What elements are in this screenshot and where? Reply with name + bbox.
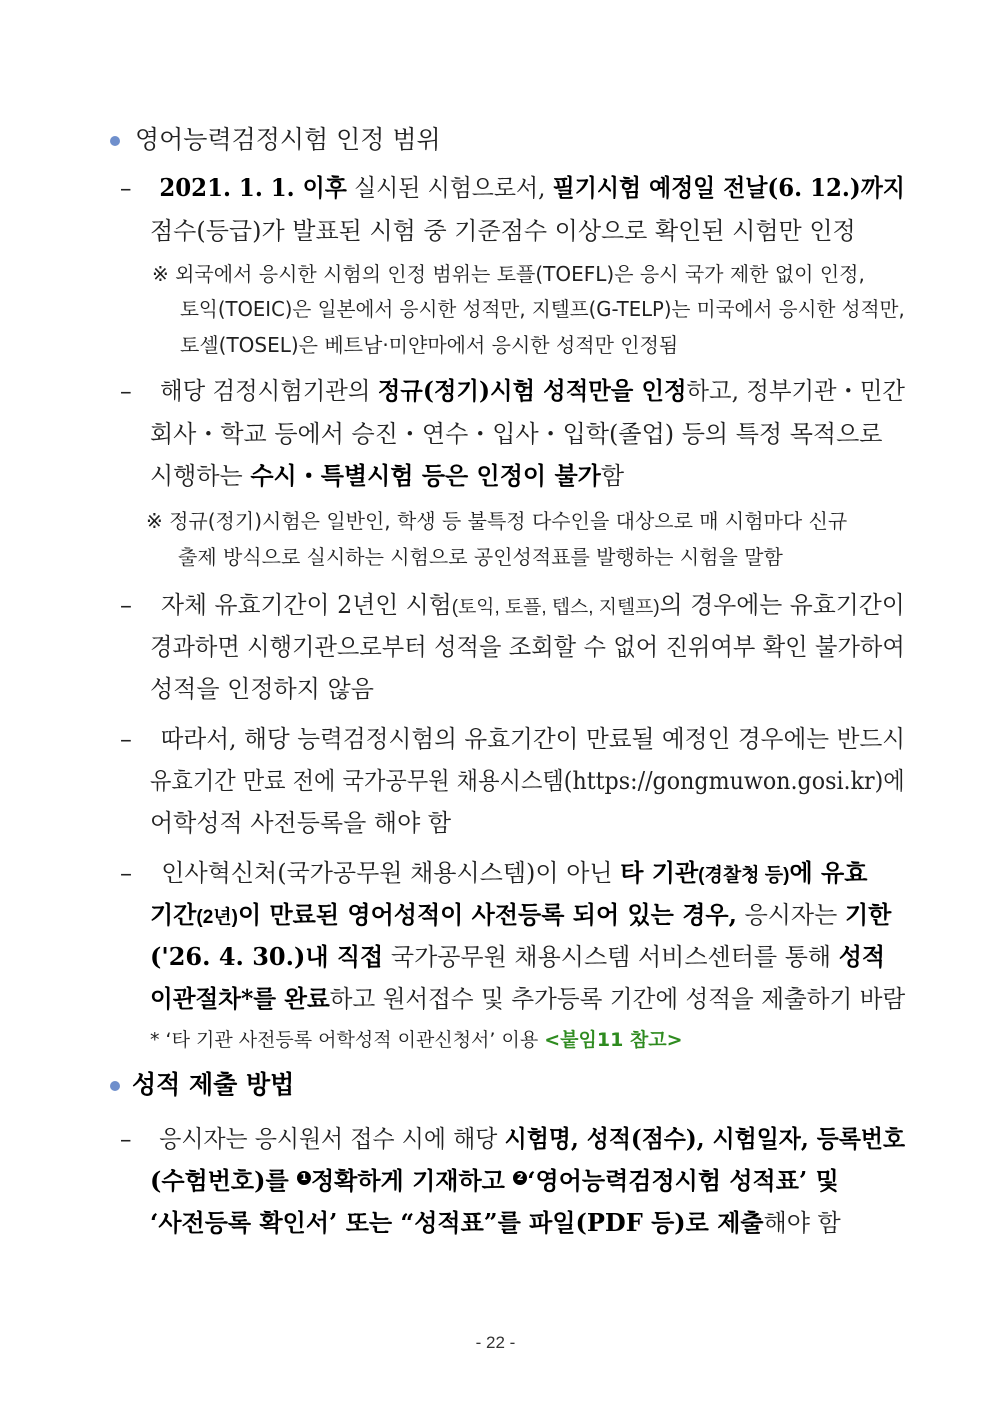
body-text: 해당 검정시험기관의 [160,377,378,405]
number-two-circle-icon: 2 [513,1171,527,1185]
page-number: - 22 - [475,1333,516,1352]
note-text: 출제 방식으로 실시하는 시험으로 공인성적표를 발행하는 시험을 말함 [178,545,783,569]
emphasis-text: 수시・특별시험 등은 인정이 불가 [250,461,601,490]
body-text: 기간(2년)이 만료된 영어성적이 사전등록 되어 있는 경우, 응시자는 기한 [150,900,892,929]
body-text: 하고, 정부기관・민간 [686,377,905,405]
body-text: 경과하면 시행기관으로부터 성적을 조회할 수 없어 진위여부 확인 불가하여 [150,633,905,661]
note-text: ※ 정규(정기)시험은 일반인, 학생 등 불특정 다수인을 대상으로 매 시험마다 신규 [146,509,848,533]
small-text: (경찰청 등) [698,865,790,886]
note-text: ※ 외국에서 응시한 시험의 인정 범위는 토플(TOEFL)은 응시 국가 제한 없이 인정, [152,262,865,286]
body-text: 점수(등급)가 발표된 시험 중 기준점수 이상으로 확인된 시험만 인정 [150,217,856,245]
emphasis-text: 2021. 1. 1. 이후 [159,173,347,202]
body-text: (수험번호)를 1 정확하게 기재하고 2 ‘영어능력검정시험 성적표’ 및 [150,1166,839,1195]
number-one-circle-icon: 1 [297,1171,311,1185]
body-text: 유효기간 만료 전에 국가공무원 채용시스템(https://gongmuwon.gosi.kr)에 [150,767,905,795]
list-item: – 인사혁신처(국가공무원 채용시스템)이 아닌 타 기관(경찰청 등)에 유효 [120,858,868,887]
body-text: 성적을 인정하지 않음 [150,675,374,703]
dash-marker: – [120,174,132,202]
small-text: (토익, 토플, 텝스, 지텔프) [451,597,660,618]
section-bullet-icon [110,136,120,146]
note-text: 토셀(TOSEL)은 베트남·미얀마에서 응시한 성적만 인정됨 [180,333,679,357]
section-bullet-icon [110,1081,120,1091]
list-item: – 응시자는 응시원서 접수 시에 해당 시험명, 성적(점수), 시험일자, 등록번호 [120,1124,906,1153]
dash-marker: – [120,1125,132,1153]
section-heading: 영어능력검정시험 인정 범위 [135,125,441,154]
emphasis-text: 정규(정기)시험 성적만을 인정 [377,376,687,405]
body-text: 시행하는 수시・특별시험 등은 인정이 불가함 [150,461,625,490]
emphasis-text: 필기시험 예정일 전날(6. 12.)까지 [552,173,905,202]
dash-marker: – [120,377,132,405]
list-item [120,173,905,203]
dash-marker: – [120,591,132,619]
body-text: 실시된 시험으로서, [346,174,553,202]
reference-link: <붙임11 참고> [544,1029,683,1051]
dash-marker: – [120,859,132,887]
body-text: ‘사전등록 확인서’ 또는 “성적표”를 파일(PDF 등)로 제출해야 함 [150,1208,841,1237]
list-item [120,376,905,406]
body-text: 이관절차*를 완료하고 원서접수 및 추가등록 기간에 성적을 제출하기 바람 [150,984,906,1013]
body-text: 어학성적 사전등록을 해야 함 [150,809,452,837]
list-item: – 자체 유효기간이 2년인 시험(토익, 토플, 텝스, 지텔프)의 경우에는 유효기간이 [120,591,905,619]
dash-marker: – [120,725,132,753]
body-text: 회사・학교 등에서 승진・연수・입사・입학(졸업) 등의 특정 목적으로 [150,420,883,448]
section-heading: 성적 제출 방법 [132,1070,295,1099]
note-text: * ‘타 기관 사전등록 어학성적 이관신청서’ 이용 <붙임11 참고> [150,1029,683,1051]
note-text: 토익(TOEIC)은 일본에서 응시한 성적만, 지텔프(G-TELP)는 미국에서 응시한 성적만, [180,297,905,321]
list-item: – 따라서, 해당 능력검정시험의 유효기간이 만료될 예정인 경우에는 반드시 [120,725,906,753]
body-text: ('26. 4. 30.)내 직접 국가공무원 채용시스템 서비스센터를 통해 성적 [150,942,886,971]
